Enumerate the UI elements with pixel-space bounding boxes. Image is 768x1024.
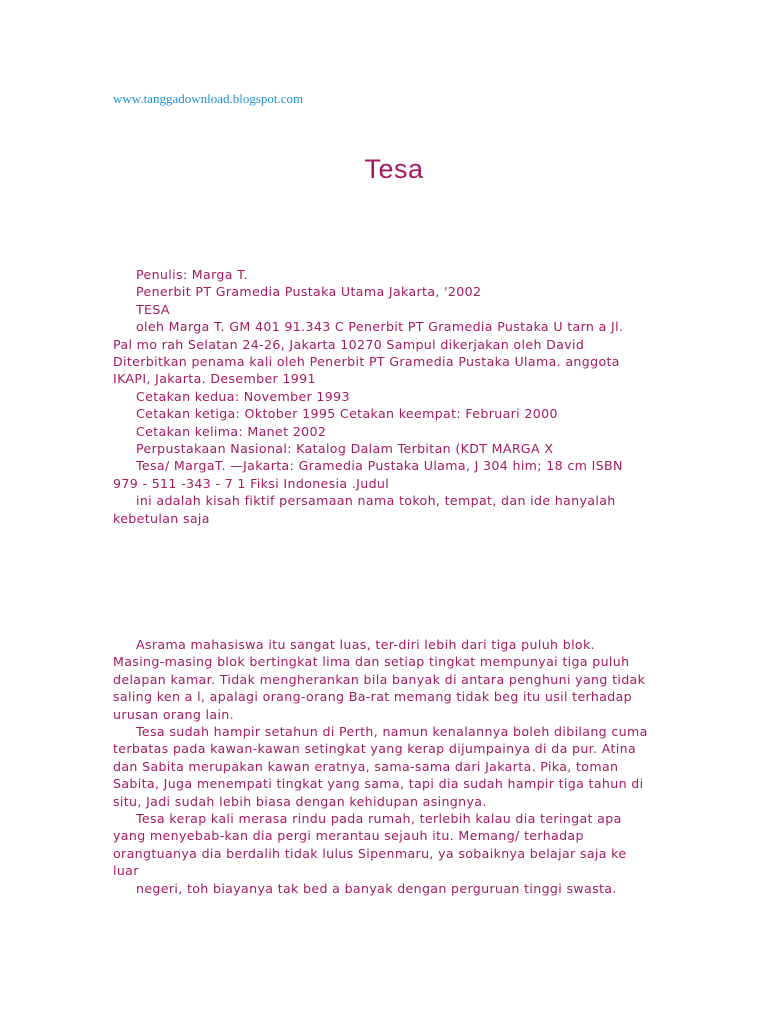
story-line: Masing-masing blok bertingkat lima dan setiap tingkat mempunyai tiga puluh xyxy=(113,654,630,670)
story-line: situ, Jadi sudah lebih biasa dengan kehidupan asingnya. xyxy=(113,793,487,809)
front-matter-line: 979 - 511 -343 - 7 1 Fiksi Indonesia .Judul xyxy=(113,475,390,491)
front-matter-line: Penerbit PT Gramedia Pustaka Utama Jakarta, '2002 xyxy=(136,284,482,300)
story-line: Sabita, Juga menempati tingkat yang sama, tapi dia sudah hampir tiga tahun di xyxy=(113,776,644,792)
story-line: saling ken a l, apalagi orang-orang Ba-rat memang tidak beg itu usil terhadap xyxy=(113,689,632,705)
story-line: orangtuanya dia berdalih tidak lulus Sipenmaru, ya sobaiknya belajar saja ke xyxy=(113,845,627,861)
front-matter-line: Cetakan kedua: November 1993 xyxy=(136,388,350,404)
front-matter-line: ini adalah kisah fiktif persamaan nama tokoh, tempat, dan ide hanyalah xyxy=(136,493,616,509)
story-line: terbatas pada kawan-kawan setingkat yang kerap dijumpainya di da pur. Atina xyxy=(113,741,637,757)
story-line: Asrama mahasiswa itu sangat luas, ter-diri lebih dari tiga puluh blok. xyxy=(136,637,595,652)
story-line: Tesa sudah hampir setahun di Perth, namun kenalannya boleh dibilang cuma xyxy=(136,724,648,740)
site-url-link[interactable]: www.tanggadownload.blogspot.com xyxy=(113,91,304,106)
front-matter-line: oleh Marga T. GM 401 91.343 C Penerbit PT Gramedia Pustaka U tarn a Jl. xyxy=(136,319,624,335)
front-matter-line: Perpustakaan Nasional: Katalog Dalam Terbitan (KDT MARGA X xyxy=(136,441,554,457)
front-matter-line: kebetulan saja xyxy=(113,510,210,526)
front-matter-line: Tesa/ MargaT. —Jakarta: Gramedia Pustaka Ulama, J 304 him; 18 cm ISBN xyxy=(136,458,623,474)
front-matter xyxy=(113,266,653,527)
story-text xyxy=(113,636,653,897)
front-matter-line: Cetakan kelima: Manet 2002 xyxy=(136,423,327,439)
front-matter-line: Cetakan ketiga: Oktober 1995 Cetakan keempat: Februari 2000 xyxy=(136,406,558,422)
story-line: negeri, toh biayanya tak bed a banyak dengan perguruan tinggi swasta. xyxy=(136,880,617,896)
front-matter-line: TESA xyxy=(136,301,170,317)
front-matter-line: IKAPI, Jakarta. Desember 1991 xyxy=(113,371,316,387)
story-line: dan Sabita merupakan kawan eratnya, sama-sama dari Jakarta. Pika, toman xyxy=(113,758,619,774)
front-matter-line: Penulis: Marga T. xyxy=(136,267,249,282)
story-line: urusan orang lain. xyxy=(113,706,234,722)
front-matter-line: Pal mo rah Selatan 24-26, Jakarta 10270 Sampul dikerjakan oleh David xyxy=(113,336,585,352)
story-line: yang menyebab-kan dia pergi merantau sejauh itu. Memang/ terhadap xyxy=(113,828,584,844)
story-line: luar xyxy=(113,863,139,879)
story-line: Tesa kerap kali merasa rindu pada rumah, terlebih kalau dia teringat apa xyxy=(136,811,622,827)
book-title: Tesa xyxy=(364,154,424,184)
story-line: delapan kamar. Tidak mengherankan bila banyak di antara penghuni yang tidak xyxy=(113,671,646,687)
front-matter-line: Diterbitkan penama kali oleh Penerbit PT Gramedia Pustaka Ulama. anggota xyxy=(113,354,620,370)
